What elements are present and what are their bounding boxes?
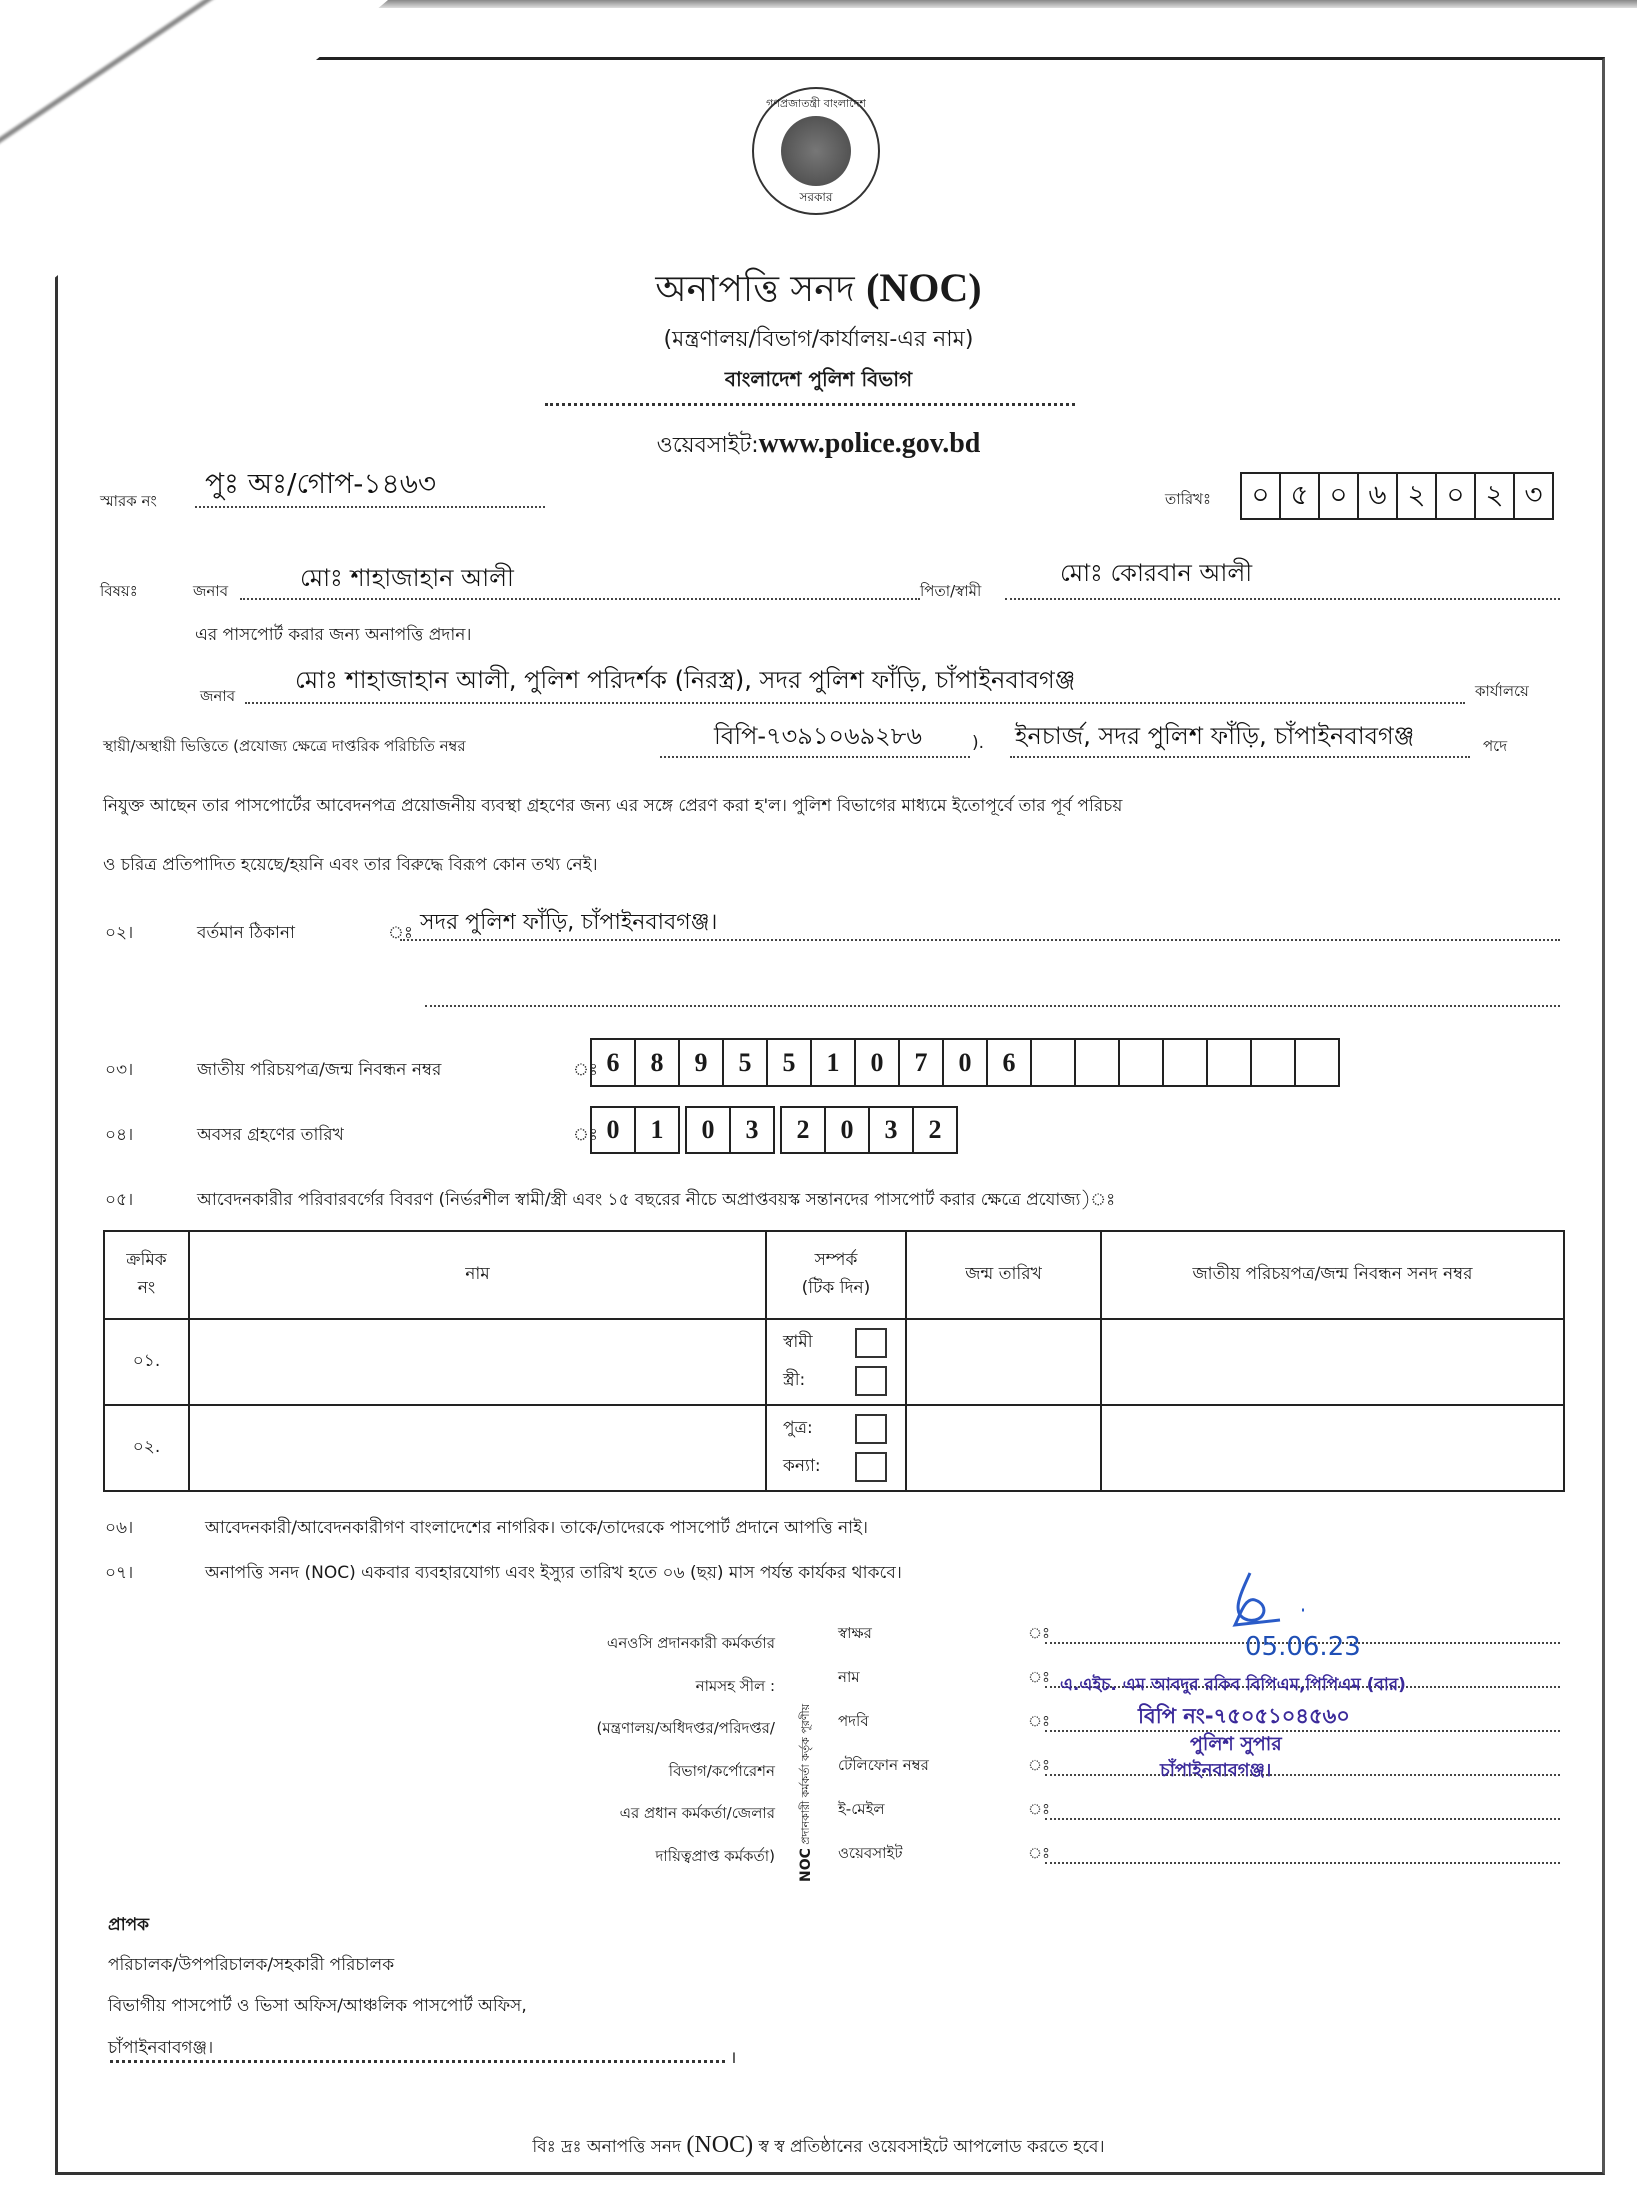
stamp-name: এ.এইচ. এম আবদুর রকিব বিপিএম,পিপিএম (বার) [1060, 1675, 1406, 1695]
date-digit: ২ [1398, 474, 1437, 518]
nid-digit: 0 [856, 1040, 900, 1085]
basis-text: স্থায়ী/অস্থায়ী ভিত্তিতে (প্রযোজ্য ক্ষেত্রে দাপ্তরিক পরিচিতি নম্বর [103, 737, 466, 755]
header-relation-line2: (টিক দিন) [801, 1278, 871, 1298]
family-table [103, 1230, 1565, 1492]
signatory-field-input[interactable] [1045, 1800, 1560, 1820]
relation-checkbox[interactable] [855, 1452, 887, 1482]
signature-icon [1210, 1565, 1320, 1635]
retirement-month[interactable] [685, 1106, 775, 1154]
document-title [0, 262, 1637, 322]
footer-note-suffix: স্ব স্ব প্রতিষ্ঠানের ওয়েবসাইটে আপলোড করতে হবে। [758, 2137, 1105, 2157]
date-digit: ০ [1320, 474, 1359, 518]
row-nid-cell[interactable] [1101, 1319, 1564, 1405]
row-name-cell[interactable] [189, 1319, 766, 1405]
row-relation-cell [766, 1405, 906, 1491]
office-suffix: কার্যালয়ে [1475, 682, 1529, 700]
address-field-line2[interactable] [425, 985, 1560, 1007]
applicant-name: মোঃ শাহাজাহান আলী [300, 564, 514, 592]
date-digit: ০ [1437, 474, 1476, 518]
retirement-digit: 3 [870, 1108, 914, 1152]
nid-digit: 8 [636, 1040, 680, 1085]
recipient-dotted-line [110, 2060, 725, 2063]
relation-option[interactable] [783, 1452, 905, 1482]
item-04-number: ০৪। [105, 1125, 134, 1145]
signatory-field-colon: ঃ [1028, 1624, 1051, 1642]
item-02-number: ০২। [105, 923, 134, 943]
retirement-digit: 3 [745, 1115, 759, 1144]
row-nid-cell[interactable] [1101, 1405, 1564, 1491]
signatory-line: এনওসি প্রদানকারী কর্মকর্তার [606, 1634, 775, 1652]
website-link[interactable]: www.police.gov.bd [758, 428, 981, 459]
header-name: নাম [189, 1231, 766, 1319]
retirement-digit: 0 [687, 1108, 731, 1152]
signatory-field-colon: ঃ [1028, 1712, 1051, 1730]
signatory-field-input[interactable] [1045, 1844, 1560, 1864]
post-suffix: পদে [1483, 737, 1508, 755]
relation-label: স্বামী [783, 1332, 813, 1352]
father-name-field[interactable] [1005, 555, 1560, 600]
date-boxes[interactable] [1240, 472, 1554, 520]
signatory-field-label: টেলিফোন নম্বর [838, 1756, 929, 1774]
nid-digit [1076, 1040, 1120, 1085]
government-emblem [752, 87, 880, 215]
recipient-label: প্রাপক [108, 1915, 150, 1935]
relation-checkbox[interactable] [855, 1328, 887, 1358]
nid-digit: 9 [680, 1040, 724, 1085]
subject-line2: এর পাসপোর্ট করার জন্য অনাপত্তি প্রদান। [195, 625, 472, 645]
post-value: ইনচার্জ, সদর পুলিশ ফাঁড়ি, চাঁপাইনবাবগঞ্জ [1015, 722, 1415, 750]
official-id-field[interactable] [660, 718, 970, 758]
signatory-field-label: নাম [838, 1668, 860, 1686]
retirement-digit: 0 [826, 1108, 870, 1152]
nid-number-boxes[interactable] [590, 1038, 1340, 1087]
footer-note-prefix: বিঃ দ্রঃ অনাপত্তি সনদ [532, 2137, 682, 2157]
recipient-line3-end: । [730, 2048, 737, 2068]
row-dob-cell[interactable] [906, 1405, 1101, 1491]
date-digit: ২ [1476, 474, 1515, 518]
nid-digit [1120, 1040, 1164, 1085]
vertical-note-text: প্রদানকারী কর্মকর্তা কর্তৃক পূরণীয় [799, 1703, 812, 1845]
paragraph-line2: ও চরিত্র প্রতিপাদিত হয়েছে/হয়নি এবং তার বিরুদ্ধে বিরূপ কোন তথ্য নেই। [103, 855, 598, 875]
header-serial-line2: নং [137, 1278, 156, 1298]
header-serial-line1: ক্রমিক [126, 1250, 167, 1270]
nid-digit [1164, 1040, 1208, 1085]
header-serial [104, 1231, 189, 1319]
family-table-header [104, 1231, 1564, 1319]
subject-mr-label: জনাব [193, 582, 229, 600]
item-05-number: ০৫। [105, 1190, 134, 1210]
relation-option[interactable] [783, 1328, 905, 1358]
relation-label: কন্যা: [783, 1456, 821, 1476]
nid-digit: 6 [988, 1040, 1032, 1085]
relation-option[interactable] [783, 1414, 905, 1444]
item-04-label: অবসর গ্রহণের তারিখ [197, 1125, 344, 1145]
item-04-colon: ঃ [573, 1125, 598, 1145]
signatory-field-colon: ঃ [1028, 1668, 1051, 1686]
recipient-line1: পরিচালক/উপপরিচালক/সহকারী পরিচালক [108, 1955, 395, 1975]
relation-checkbox[interactable] [855, 1414, 887, 1444]
signatory-line: বিভাগ/কর্পোরেশন [668, 1761, 775, 1780]
nid-digit [1208, 1040, 1252, 1085]
memo-field[interactable] [195, 462, 545, 508]
retirement-digit: 2 [928, 1115, 942, 1144]
emblem-icon [781, 116, 851, 186]
signatory-description [300, 1622, 775, 1877]
retirement-date-boxes[interactable] [590, 1106, 963, 1154]
row-relation-cell [766, 1319, 906, 1405]
relation-checkbox[interactable] [855, 1366, 887, 1396]
header-dob: জন্ম তারিখ [906, 1231, 1101, 1319]
memo-label: স্মারক নং [100, 492, 157, 510]
row-dob-cell[interactable] [906, 1319, 1101, 1405]
nid-digit: 5 [768, 1040, 812, 1085]
signatory-line: দায়িত্বপ্রাপ্ত কর্মকর্তা) [655, 1846, 775, 1865]
memo-value: পুঃ অঃ/গোপ-১৪৬৩ [205, 467, 437, 500]
vertical-note [797, 1610, 816, 1882]
signatory-field-label: ই-মেইল [838, 1800, 885, 1818]
item-06-number: ০৬। [105, 1518, 134, 1538]
signatory-field-colon: ঃ [1028, 1756, 1051, 1774]
item-07-text: অনাপত্তি সনদ (NOC) একবার ব্যবহারযোগ্য এবং ইস্যুর তারিখ হতে ০৬ (ছয়) মাস পর্যন্ত কার্যকর থাকবে। [205, 1563, 902, 1583]
website-label: ওয়েবসাইট: [656, 433, 759, 458]
title-bn: অনাপত্তি সনদ [655, 269, 855, 310]
signatory-line: নামসহ সীল : [695, 1676, 775, 1695]
title-en: (NOC) [866, 265, 982, 310]
nid-digit: 5 [724, 1040, 768, 1085]
nid-digit: 7 [900, 1040, 944, 1085]
official-id-close: ). [972, 733, 985, 753]
officer-line: মোঃ শাহাজাহান আলী, পুলিশ পরিদর্শক (নিরস্ত্র), সদর পুলিশ ফাঁড়ি, চাঁপাইনবাবগঞ্জ [295, 666, 1076, 694]
header-relation [766, 1231, 906, 1319]
table-row [104, 1405, 1564, 1491]
retirement-digit: 1 [650, 1115, 664, 1144]
nid-digit: 0 [944, 1040, 988, 1085]
emblem-bottom-text: সরকার [799, 190, 833, 204]
post-field[interactable] [1010, 718, 1470, 758]
subtitle: (মন্ত্রণালয়/বিভাগ/কার্যালয়-এর নাম) [663, 327, 974, 352]
applicant-name-field[interactable] [240, 560, 920, 600]
address-value: সদর পুলিশ ফাঁড়ি, চাঁপাইনবাবগঞ্জ। [420, 910, 718, 935]
department-dotted-line [545, 403, 1075, 406]
signatory-field-colon: ঃ [1028, 1844, 1051, 1862]
stamp-place: চাঁপাইনবাবগঞ্জ। [1160, 1760, 1272, 1781]
paragraph-line1: নিযুক্ত আছেন তার পাসপোর্টের আবেদনপত্র প্রয়োজনীয় ব্যবস্থা গ্রহণের জন্য এর সঙ্গে প্রেরণ করা হ'ল। পুলিশ বিভাগের মাধ্যমে ইতোপূর্বে তার পূর্ব পরিচয় [103, 796, 1123, 816]
relation-label: স্ত্রী: [783, 1370, 806, 1390]
retirement-day[interactable] [590, 1106, 680, 1154]
signatory-line: (মন্ত্রণালয়/অধিদপ্তর/পরিদপ্তর/ [596, 1719, 775, 1737]
row-serial: ০২. [104, 1405, 189, 1491]
official-id-number: বিপি-৭৩৯১০৬৯২৮৬ [714, 722, 922, 750]
date-digit: ০ [1242, 474, 1281, 518]
item-07-number: ০৭। [105, 1563, 134, 1583]
body-mr-label: জনাব [200, 687, 236, 705]
father-name: মোঃ কোরবান আলী [1060, 559, 1253, 587]
table-row [104, 1319, 1564, 1405]
vertical-note-noc: NOC [798, 1848, 814, 1882]
emblem-top-text: গণপ্রজাতন্ত্রী বাংলাদেশ [766, 97, 866, 110]
retirement-digit: 0 [592, 1108, 636, 1152]
item-05-text: আবেদনকারীর পরিবারবর্গের বিবরণ (নির্ভরশীল স্বামী/স্ত্রী এবং ১৫ বছরের নীচে অপ্রাপ্তবয়স্ক সন্তানদের পাসপোর্ট করার ক্ষেত্রে প্রযোজ্য)ঃ [197, 1190, 1116, 1210]
row-serial: ০১. [104, 1319, 189, 1405]
signatory-line: এর প্রধান কর্মকর্তা/জেলার [619, 1804, 775, 1822]
father-label: পিতা/স্বামী [920, 582, 982, 600]
signatory-field-colon: ঃ [1028, 1800, 1051, 1818]
scan-edge [370, 0, 1637, 8]
footer-note-noc: (NOC) [686, 2132, 754, 2158]
website-line [0, 428, 1637, 465]
nid-digit [1252, 1040, 1296, 1085]
signatory-field-label: পদবি [838, 1712, 869, 1730]
item-02-label: বর্তমান ঠিকানা [197, 923, 295, 943]
item-06-text: আবেদনকারী/আবেদনকারীগণ বাংলাদেশের নাগরিক। তাকে/তাদেরকে পাসপোর্ট প্রদানে আপত্তি নাই। [205, 1518, 869, 1538]
stamp-bp-number: বিপি নং-৭৫০৫১০৪৫৬০ [1138, 1704, 1350, 1728]
item-03-colon: ঃ [573, 1060, 598, 1080]
stamp-title: পুলিশ সুপার [1190, 1733, 1282, 1755]
officer-field[interactable] [245, 660, 1465, 704]
recipient-line3: চাঁপাইনবাবগঞ্জ। [108, 2038, 214, 2058]
row-name-cell[interactable] [189, 1405, 766, 1491]
relation-label: পুত্র: [783, 1418, 813, 1438]
department-name: বাংলাদেশ পুলিশ বিভাগ [724, 367, 913, 391]
nid-digit: 1 [812, 1040, 856, 1085]
item-03-number: ০৩। [105, 1060, 134, 1080]
item-03-label: জাতীয় পরিচয়পত্র/জন্ম নিবন্ধন নম্বর [197, 1060, 442, 1080]
retirement-year[interactable] [780, 1106, 958, 1154]
item-02-colon: ঃ [388, 923, 413, 943]
retirement-digit: 2 [782, 1108, 826, 1152]
signatory-field-label: ওয়েবসাইট [838, 1844, 903, 1862]
header-relation-line1: সম্পর্ক [814, 1250, 858, 1270]
date-label: তারিখঃ [1165, 490, 1211, 508]
header-nid: জাতীয় পরিচয়পত্র/জন্ম নিবন্ধন সনদ নম্বর [1101, 1231, 1564, 1319]
address-field[interactable] [400, 905, 1560, 941]
nid-digit [1032, 1040, 1076, 1085]
nid-digit: 6 [592, 1040, 636, 1085]
signature-date: 05.06.23 [1245, 1632, 1361, 1662]
date-digit: ৬ [1359, 474, 1398, 518]
relation-option[interactable] [783, 1366, 905, 1396]
subject-label: বিষয়ঃ [100, 582, 138, 600]
footer-note [0, 2132, 1637, 2162]
signatory-field-label: স্বাক্ষর [838, 1624, 872, 1642]
date-digit: ৫ [1281, 474, 1320, 518]
nid-digit [1296, 1040, 1338, 1085]
date-digit: ৩ [1524, 477, 1543, 511]
recipient-line2: বিভাগীয় পাসপোর্ট ও ভিসা অফিস/আঞ্চলিক পাসপোর্ট অফিস, [108, 1996, 527, 2016]
signatory-field-input[interactable] [1045, 1756, 1560, 1776]
